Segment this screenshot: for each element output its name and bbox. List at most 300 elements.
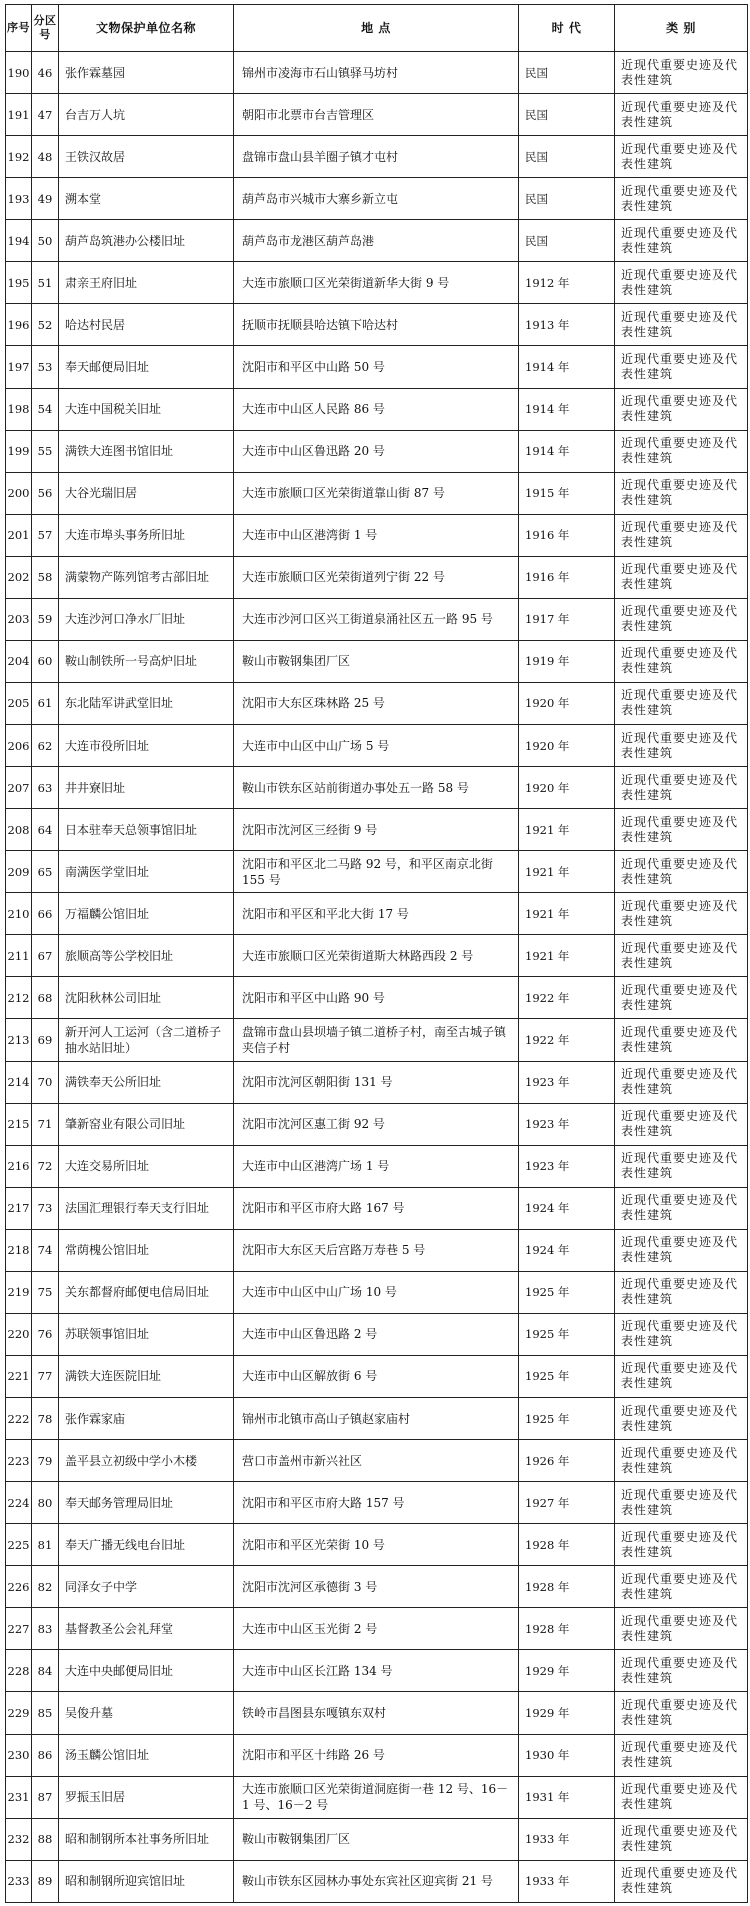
cell-location: 大连市中山区中山广场 5 号 [234, 725, 519, 767]
cell-era: 1925 年 [519, 1355, 615, 1397]
table-row [6, 1440, 748, 1482]
table-row [6, 136, 748, 178]
cell-location: 盘锦市盘山县坝墙子镇二道桥子村，南至古城子镇夹信子村 [234, 1019, 519, 1061]
cell-location: 锦州市北镇市高山子镇赵家庙村 [234, 1398, 519, 1440]
cell-seq: 211 [6, 935, 32, 977]
cell-seq: 220 [6, 1313, 32, 1355]
cell-era: 1914 年 [519, 430, 615, 472]
cell-category: 近现代重要史迹及代表性建筑 [615, 1734, 748, 1776]
cell-era: 1933 年 [519, 1818, 615, 1860]
cell-era: 1917 年 [519, 598, 615, 640]
cell-district-seq: 88 [32, 1818, 59, 1860]
table-row [6, 430, 748, 472]
cell-era: 1916 年 [519, 556, 615, 598]
cell-seq: 212 [6, 977, 32, 1019]
cell-district-seq: 50 [32, 220, 59, 262]
cell-location: 抚顺市抚顺县哈达镇下哈达村 [234, 304, 519, 346]
cell-location: 锦州市凌海市石山镇驿马坊村 [234, 52, 519, 94]
cell-era: 1914 年 [519, 346, 615, 388]
cell-seq: 222 [6, 1398, 32, 1440]
table-row [6, 767, 748, 809]
cell-era: 1925 年 [519, 1271, 615, 1313]
cell-category: 近现代重要史迹及代表性建筑 [615, 1818, 748, 1860]
cell-era: 1925 年 [519, 1398, 615, 1440]
cell-category: 近现代重要史迹及代表性建筑 [615, 1271, 748, 1313]
cell-seq: 225 [6, 1524, 32, 1566]
cell-location: 沈阳市和平区和平北大街 17 号 [234, 893, 519, 935]
cell-district-seq: 57 [32, 514, 59, 556]
cell-era: 民国 [519, 136, 615, 178]
cell-category: 近现代重要史迹及代表性建筑 [615, 1103, 748, 1145]
cell-era: 1921 年 [519, 935, 615, 977]
cell-site-name: 奉天邮务管理局旧址 [59, 1482, 234, 1524]
cell-district-seq: 75 [32, 1271, 59, 1313]
cell-category: 近现代重要史迹及代表性建筑 [615, 1313, 748, 1355]
table-body [6, 52, 748, 1903]
cell-site-name: 王铁汉故居 [59, 136, 234, 178]
cell-category: 近现代重要史迹及代表性建筑 [615, 514, 748, 556]
cell-category: 近现代重要史迹及代表性建筑 [615, 598, 748, 640]
cell-era: 1922 年 [519, 1019, 615, 1061]
table-row [6, 851, 748, 893]
cell-era: 1925 年 [519, 1313, 615, 1355]
cell-era: 1922 年 [519, 977, 615, 1019]
cell-location: 鞍山市鞍钢集团厂区 [234, 640, 519, 682]
cell-era: 1920 年 [519, 682, 615, 724]
cell-site-name: 旅顺高等公学校旧址 [59, 935, 234, 977]
cell-district-seq: 71 [32, 1103, 59, 1145]
cell-site-name: 法国汇理银行奉天支行旧址 [59, 1187, 234, 1229]
cell-category: 近现代重要史迹及代表性建筑 [615, 1145, 748, 1187]
table-row [6, 893, 748, 935]
table-row [6, 346, 748, 388]
cell-location: 大连市中山区鲁迅路 20 号 [234, 430, 519, 472]
cell-location: 葫芦岛市龙港区葫芦岛港 [234, 220, 519, 262]
cell-location: 沈阳市沈河区承德街 3 号 [234, 1566, 519, 1608]
cell-district-seq: 66 [32, 893, 59, 935]
cell-location: 朝阳市北票市台吉管理区 [234, 94, 519, 136]
cell-category: 近现代重要史迹及代表性建筑 [615, 1061, 748, 1103]
cell-district-seq: 72 [32, 1145, 59, 1187]
cell-era: 民国 [519, 52, 615, 94]
cell-seq: 195 [6, 262, 32, 304]
cell-era: 1913 年 [519, 304, 615, 346]
cell-location: 大连市旅顺口区光荣街道斯大林路西段 2 号 [234, 935, 519, 977]
cell-category: 近现代重要史迹及代表性建筑 [615, 893, 748, 935]
cell-category: 近现代重要史迹及代表性建筑 [615, 178, 748, 220]
cell-location: 盘锦市盘山县羊圈子镇才屯村 [234, 136, 519, 178]
cell-site-name: 新开河人工运河（含二道桥子抽水站旧址） [59, 1019, 234, 1061]
cell-location: 鞍山市铁东区园林办事处东宾社区迎宾街 21 号 [234, 1860, 519, 1902]
table-row [6, 1650, 748, 1692]
cell-category: 近现代重要史迹及代表性建筑 [615, 346, 748, 388]
cell-seq: 214 [6, 1061, 32, 1103]
cell-district-seq: 79 [32, 1440, 59, 1482]
cell-district-seq: 47 [32, 94, 59, 136]
cell-category: 近现代重要史迹及代表性建筑 [615, 851, 748, 893]
table-row [6, 809, 748, 851]
cell-era: 1933 年 [519, 1860, 615, 1902]
cell-location: 沈阳市和平区十纬路 26 号 [234, 1734, 519, 1776]
cell-category: 近现代重要史迹及代表性建筑 [615, 1860, 748, 1902]
cell-category: 近现代重要史迹及代表性建筑 [615, 430, 748, 472]
cell-site-name: 满铁大连图书馆旧址 [59, 430, 234, 472]
cell-district-seq: 46 [32, 52, 59, 94]
cell-category: 近现代重要史迹及代表性建筑 [615, 1608, 748, 1650]
table-row [6, 1398, 748, 1440]
cell-district-seq: 68 [32, 977, 59, 1019]
cell-seq: 207 [6, 767, 32, 809]
table-row [6, 725, 748, 767]
cell-site-name: 基督教圣公会礼拜堂 [59, 1608, 234, 1650]
cell-district-seq: 53 [32, 346, 59, 388]
cell-era: 1931 年 [519, 1776, 615, 1818]
cell-district-seq: 70 [32, 1061, 59, 1103]
cell-site-name: 昭和制钢所本社事务所旧址 [59, 1818, 234, 1860]
table-row [6, 220, 748, 262]
cell-seq: 229 [6, 1692, 32, 1734]
cell-seq: 226 [6, 1566, 32, 1608]
cell-location: 沈阳市和平区北二马路 92 号，和平区南京北街 155 号 [234, 851, 519, 893]
cell-seq: 194 [6, 220, 32, 262]
cell-seq: 218 [6, 1229, 32, 1271]
header-location: 地 点 [234, 5, 519, 52]
cell-seq: 203 [6, 598, 32, 640]
table-row [6, 1103, 748, 1145]
cell-site-name: 葫芦岛筑港办公楼旧址 [59, 220, 234, 262]
cell-district-seq: 83 [32, 1608, 59, 1650]
cell-category: 近现代重要史迹及代表性建筑 [615, 1776, 748, 1818]
cell-district-seq: 62 [32, 725, 59, 767]
table-row [6, 1776, 748, 1818]
cell-seq: 200 [6, 472, 32, 514]
cell-site-name: 溯本堂 [59, 178, 234, 220]
cell-seq: 224 [6, 1482, 32, 1524]
table-row [6, 304, 748, 346]
cell-location: 大连市中山区解放街 6 号 [234, 1355, 519, 1397]
cell-district-seq: 80 [32, 1482, 59, 1524]
cell-era: 1930 年 [519, 1734, 615, 1776]
cell-district-seq: 87 [32, 1776, 59, 1818]
cell-category: 近现代重要史迹及代表性建筑 [615, 1482, 748, 1524]
cell-location: 鞍山市鞍钢集团厂区 [234, 1818, 519, 1860]
cell-era: 1927 年 [519, 1482, 615, 1524]
cell-seq: 196 [6, 304, 32, 346]
cell-site-name: 关东都督府邮便电信局旧址 [59, 1271, 234, 1313]
cell-seq: 197 [6, 346, 32, 388]
cell-category: 近现代重要史迹及代表性建筑 [615, 977, 748, 1019]
cell-location: 沈阳市和平区市府大路 157 号 [234, 1482, 519, 1524]
cell-location: 沈阳市大东区天后宫路万寿巷 5 号 [234, 1229, 519, 1271]
table-header-row [6, 5, 748, 52]
cell-district-seq: 82 [32, 1566, 59, 1608]
table-row [6, 682, 748, 724]
cell-site-name: 井井寮旧址 [59, 767, 234, 809]
cell-era: 1928 年 [519, 1608, 615, 1650]
cell-location: 大连市中山区港湾广场 1 号 [234, 1145, 519, 1187]
table-row [6, 1061, 748, 1103]
table-row [6, 1145, 748, 1187]
cell-category: 近现代重要史迹及代表性建筑 [615, 304, 748, 346]
cell-seq: 210 [6, 893, 32, 935]
cell-district-seq: 85 [32, 1692, 59, 1734]
cell-site-name: 日本驻奉天总领事馆旧址 [59, 809, 234, 851]
cell-seq: 221 [6, 1355, 32, 1397]
header-site-name: 文物保护单位名称 [59, 5, 234, 52]
table-row [6, 472, 748, 514]
cell-seq: 231 [6, 1776, 32, 1818]
cell-era: 1926 年 [519, 1440, 615, 1482]
cell-category: 近现代重要史迹及代表性建筑 [615, 809, 748, 851]
cell-seq: 206 [6, 725, 32, 767]
cell-site-name: 张作霖墓园 [59, 52, 234, 94]
table-row [6, 1229, 748, 1271]
cell-location: 沈阳市和平区中山路 50 号 [234, 346, 519, 388]
cell-site-name: 大连交易所旧址 [59, 1145, 234, 1187]
table-row [6, 598, 748, 640]
cell-site-name: 满铁大连医院旧址 [59, 1355, 234, 1397]
cell-site-name: 肇新窑业有限公司旧址 [59, 1103, 234, 1145]
cell-category: 近现代重要史迹及代表性建筑 [615, 1019, 748, 1061]
cell-location: 大连市旅顺口区光荣街道靠山街 87 号 [234, 472, 519, 514]
cell-era: 1916 年 [519, 514, 615, 556]
cell-location: 沈阳市大东区珠林路 25 号 [234, 682, 519, 724]
cell-location: 沈阳市和平区中山路 90 号 [234, 977, 519, 1019]
cell-era: 1921 年 [519, 809, 615, 851]
cell-category: 近现代重要史迹及代表性建筑 [615, 556, 748, 598]
cell-site-name: 大连市役所旧址 [59, 725, 234, 767]
cell-seq: 217 [6, 1187, 32, 1229]
cell-category: 近现代重要史迹及代表性建筑 [615, 1566, 748, 1608]
cell-era: 1924 年 [519, 1229, 615, 1271]
cell-site-name: 满铁奉天公所旧址 [59, 1061, 234, 1103]
cell-era: 1919 年 [519, 640, 615, 682]
cell-location: 大连市旅顺口区光荣街道洞庭街一巷 12 号、16－1 号、16－2 号 [234, 1776, 519, 1818]
cell-district-seq: 86 [32, 1734, 59, 1776]
cell-seq: 199 [6, 430, 32, 472]
cell-category: 近现代重要史迹及代表性建筑 [615, 935, 748, 977]
cell-location: 大连市中山区长江路 134 号 [234, 1650, 519, 1692]
table-row [6, 178, 748, 220]
cell-category: 近现代重要史迹及代表性建筑 [615, 767, 748, 809]
cell-location: 大连市中山区人民路 86 号 [234, 388, 519, 430]
cell-location: 大连市中山区玉光街 2 号 [234, 1608, 519, 1650]
table-row [6, 1313, 748, 1355]
cell-seq: 223 [6, 1440, 32, 1482]
cell-site-name: 大连沙河口净水厂旧址 [59, 598, 234, 640]
cell-era: 1929 年 [519, 1650, 615, 1692]
cell-site-name: 吴俊升墓 [59, 1692, 234, 1734]
cell-category: 近现代重要史迹及代表性建筑 [615, 1692, 748, 1734]
table-row [6, 1692, 748, 1734]
cell-location: 大连市中山区港湾街 1 号 [234, 514, 519, 556]
cell-site-name: 张作霖家庙 [59, 1398, 234, 1440]
cell-district-seq: 63 [32, 767, 59, 809]
cell-seq: 198 [6, 388, 32, 430]
cell-category: 近现代重要史迹及代表性建筑 [615, 136, 748, 178]
cell-era: 1924 年 [519, 1187, 615, 1229]
table-row [6, 1187, 748, 1229]
cell-location: 沈阳市沈河区三经街 9 号 [234, 809, 519, 851]
cell-district-seq: 60 [32, 640, 59, 682]
cell-site-name: 哈达村民居 [59, 304, 234, 346]
cell-seq: 216 [6, 1145, 32, 1187]
cell-seq: 202 [6, 556, 32, 598]
cell-category: 近现代重要史迹及代表性建筑 [615, 1355, 748, 1397]
table-row [6, 1524, 748, 1566]
cell-district-seq: 64 [32, 809, 59, 851]
table-row [6, 977, 748, 1019]
table-row [6, 1818, 748, 1860]
cell-era: 1923 年 [519, 1145, 615, 1187]
heritage-sites-table [5, 4, 748, 1903]
cell-seq: 205 [6, 682, 32, 724]
cell-era: 1914 年 [519, 388, 615, 430]
cell-site-name: 盖平县立初级中学小木楼 [59, 1440, 234, 1482]
cell-category: 近现代重要史迹及代表性建筑 [615, 725, 748, 767]
cell-seq: 219 [6, 1271, 32, 1313]
cell-category: 近现代重要史迹及代表性建筑 [615, 1398, 748, 1440]
table-row [6, 1608, 748, 1650]
table-row [6, 1482, 748, 1524]
cell-district-seq: 76 [32, 1313, 59, 1355]
cell-district-seq: 48 [32, 136, 59, 178]
cell-district-seq: 55 [32, 430, 59, 472]
cell-district-seq: 51 [32, 262, 59, 304]
cell-location: 大连市旅顺口区光荣街道新华大街 9 号 [234, 262, 519, 304]
cell-era: 1928 年 [519, 1524, 615, 1566]
cell-district-seq: 77 [32, 1355, 59, 1397]
table-row [6, 640, 748, 682]
cell-category: 近现代重要史迹及代表性建筑 [615, 94, 748, 136]
cell-seq: 201 [6, 514, 32, 556]
cell-era: 1920 年 [519, 767, 615, 809]
cell-district-seq: 52 [32, 304, 59, 346]
cell-category: 近现代重要史迹及代表性建筑 [615, 1229, 748, 1271]
cell-seq: 204 [6, 640, 32, 682]
cell-seq: 208 [6, 809, 32, 851]
cell-category: 近现代重要史迹及代表性建筑 [615, 220, 748, 262]
table-row [6, 1860, 748, 1902]
cell-site-name: 台吉万人坑 [59, 94, 234, 136]
cell-seq: 192 [6, 136, 32, 178]
cell-category: 近现代重要史迹及代表性建筑 [615, 1650, 748, 1692]
cell-site-name: 东北陆军讲武堂旧址 [59, 682, 234, 724]
cell-location: 沈阳市沈河区朝阳街 131 号 [234, 1061, 519, 1103]
cell-location: 鞍山市铁东区站前街道办事处五一路 58 号 [234, 767, 519, 809]
table-row [6, 1355, 748, 1397]
cell-category: 近现代重要史迹及代表性建筑 [615, 640, 748, 682]
cell-site-name: 汤玉麟公馆旧址 [59, 1734, 234, 1776]
cell-seq: 213 [6, 1019, 32, 1061]
cell-seq: 209 [6, 851, 32, 893]
cell-seq: 228 [6, 1650, 32, 1692]
cell-location: 大连市中山区中山广场 10 号 [234, 1271, 519, 1313]
cell-site-name: 大连中国税关旧址 [59, 388, 234, 430]
cell-site-name: 大连市埠头事务所旧址 [59, 514, 234, 556]
cell-site-name: 奉天邮便局旧址 [59, 346, 234, 388]
cell-era: 1912 年 [519, 262, 615, 304]
cell-district-seq: 67 [32, 935, 59, 977]
table-row [6, 1271, 748, 1313]
cell-seq: 215 [6, 1103, 32, 1145]
table-row [6, 556, 748, 598]
header-category: 类 别 [615, 5, 748, 52]
cell-seq: 193 [6, 178, 32, 220]
header-seq: 序号 [6, 5, 32, 52]
cell-district-seq: 54 [32, 388, 59, 430]
cell-seq: 233 [6, 1860, 32, 1902]
cell-category: 近现代重要史迹及代表性建筑 [615, 1524, 748, 1566]
cell-location: 大连市沙河口区兴工街道泉涌社区五一路 95 号 [234, 598, 519, 640]
cell-era: 1921 年 [519, 851, 615, 893]
table-row [6, 1019, 748, 1061]
table-row [6, 262, 748, 304]
cell-seq: 230 [6, 1734, 32, 1776]
cell-location: 大连市旅顺口区光荣街道列宁街 22 号 [234, 556, 519, 598]
cell-site-name: 昭和制钢所迎宾馆旧址 [59, 1860, 234, 1902]
cell-district-seq: 89 [32, 1860, 59, 1902]
cell-site-name: 鞍山制铁所一号高炉旧址 [59, 640, 234, 682]
cell-seq: 232 [6, 1818, 32, 1860]
cell-era: 1923 年 [519, 1061, 615, 1103]
cell-location: 葫芦岛市兴城市大寨乡新立屯 [234, 178, 519, 220]
cell-category: 近现代重要史迹及代表性建筑 [615, 472, 748, 514]
cell-district-seq: 73 [32, 1187, 59, 1229]
cell-district-seq: 59 [32, 598, 59, 640]
cell-seq: 191 [6, 94, 32, 136]
cell-category: 近现代重要史迹及代表性建筑 [615, 262, 748, 304]
cell-seq: 227 [6, 1608, 32, 1650]
cell-district-seq: 61 [32, 682, 59, 724]
cell-district-seq: 81 [32, 1524, 59, 1566]
cell-location: 沈阳市和平区市府大路 167 号 [234, 1187, 519, 1229]
table-row [6, 1734, 748, 1776]
table-row [6, 1566, 748, 1608]
cell-location: 营口市盖州市新兴社区 [234, 1440, 519, 1482]
cell-site-name: 同泽女子中学 [59, 1566, 234, 1608]
cell-district-seq: 65 [32, 851, 59, 893]
table-row [6, 935, 748, 977]
cell-era: 1923 年 [519, 1103, 615, 1145]
cell-district-seq: 58 [32, 556, 59, 598]
header-district-seq: 分区号 [32, 5, 59, 52]
cell-era: 1915 年 [519, 472, 615, 514]
cell-seq: 190 [6, 52, 32, 94]
table-row [6, 514, 748, 556]
cell-site-name: 罗振玉旧居 [59, 1776, 234, 1818]
cell-site-name: 万福麟公馆旧址 [59, 893, 234, 935]
cell-category: 近现代重要史迹及代表性建筑 [615, 682, 748, 724]
cell-era: 1929 年 [519, 1692, 615, 1734]
cell-category: 近现代重要史迹及代表性建筑 [615, 1187, 748, 1229]
header-era: 时 代 [519, 5, 615, 52]
cell-site-name: 南满医学堂旧址 [59, 851, 234, 893]
cell-era: 1921 年 [519, 893, 615, 935]
cell-location: 铁岭市昌图县东嘎镇东双村 [234, 1692, 519, 1734]
cell-district-seq: 74 [32, 1229, 59, 1271]
cell-site-name: 大谷光瑞旧居 [59, 472, 234, 514]
cell-site-name: 大连中央邮便局旧址 [59, 1650, 234, 1692]
table-row [6, 52, 748, 94]
cell-site-name: 肃亲王府旧址 [59, 262, 234, 304]
cell-category: 近现代重要史迹及代表性建筑 [615, 388, 748, 430]
cell-era: 1928 年 [519, 1566, 615, 1608]
cell-site-name: 苏联领事馆旧址 [59, 1313, 234, 1355]
cell-site-name: 奉天广播无线电台旧址 [59, 1524, 234, 1566]
cell-district-seq: 78 [32, 1398, 59, 1440]
cell-site-name: 沈阳秋林公司旧址 [59, 977, 234, 1019]
